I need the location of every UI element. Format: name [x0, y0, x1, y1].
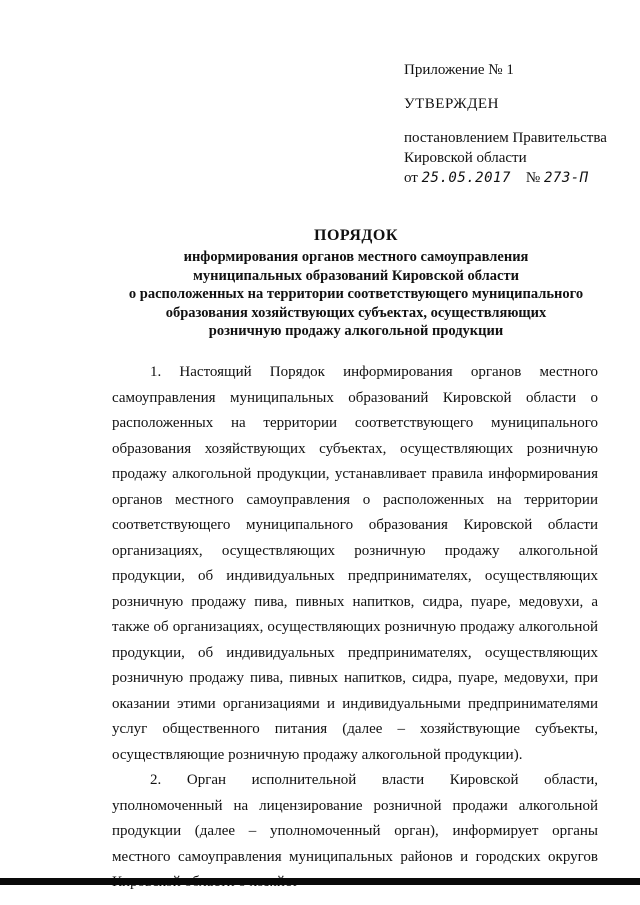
- subtitle-line: розничную продажу алкогольной продукции: [208, 323, 504, 339]
- approval-block: [404, 60, 640, 188]
- approved-label: УТВЕРЖДЕН: [404, 96, 499, 112]
- number-value: 273-П: [543, 170, 589, 186]
- paragraph-1: 1. Настоящий Порядок информирования органов местного самоуправления муниципальных образований Кировской области о расположенных на территории соответствующего муниципального образования хозяйствующих субъектах, осуществляющих розничную продажу алкогольной продукции, устанавливает правила информирования органов местного самоуправления о расположенных на территории соответствующего муниципального образования Кировской области организациях, осуществляющих розничную продажу алкогольной продукции, об индивидуальных предпринимателях, осуществляющих розничную продажу пива, пивных напитков, сидра, пуаре, медовухи, а также об организациях, осуществляющих розничную продажу алкогольной продукции, об индивидуальных предпринимателях, осуществляющих розничную продажу пива, пивных напитков, сидра, пуаре, медовухи, при оказании этими организациями и индивидуальными предпринимателями услуг общественного питания (далее – хозяйствующие субъекты, осуществляющие розничную продажу алкогольной продукции).: [112, 364, 598, 763]
- approval-line-1: постановлением Правительства: [404, 130, 607, 146]
- subtitle-line: образования хозяйствующих субъектах, осуществляющих: [165, 304, 547, 321]
- subtitle-line: муниципальных образований Кировской области: [193, 267, 519, 284]
- document-heading: [100, 226, 612, 341]
- annex-label: Приложение № 1: [404, 62, 514, 78]
- approval-date-line: [404, 168, 640, 188]
- document-title: ПОРЯДОК: [314, 227, 398, 244]
- subtitle-line: информирования органов местного самоуправления: [183, 249, 529, 265]
- date-value: 25.05.2017: [421, 170, 511, 186]
- paragraph-2: 2. Орган исполнительной власти Кировской области, уполномоченный на лицензирование розничной продажи алкогольной продукции (далее – уполномоченный орган), информирует органы местного самоуправления муниципальных районов и городских округов: [112, 772, 598, 865]
- subtitle-line: о расположенных на территории соответствующего муниципального: [128, 286, 584, 302]
- document-body: [112, 360, 598, 896]
- date-prefix: от: [404, 170, 418, 186]
- approval-line-2: Кировской области: [404, 150, 527, 166]
- number-prefix: №: [525, 170, 541, 186]
- scan-edge-bar: [0, 878, 640, 885]
